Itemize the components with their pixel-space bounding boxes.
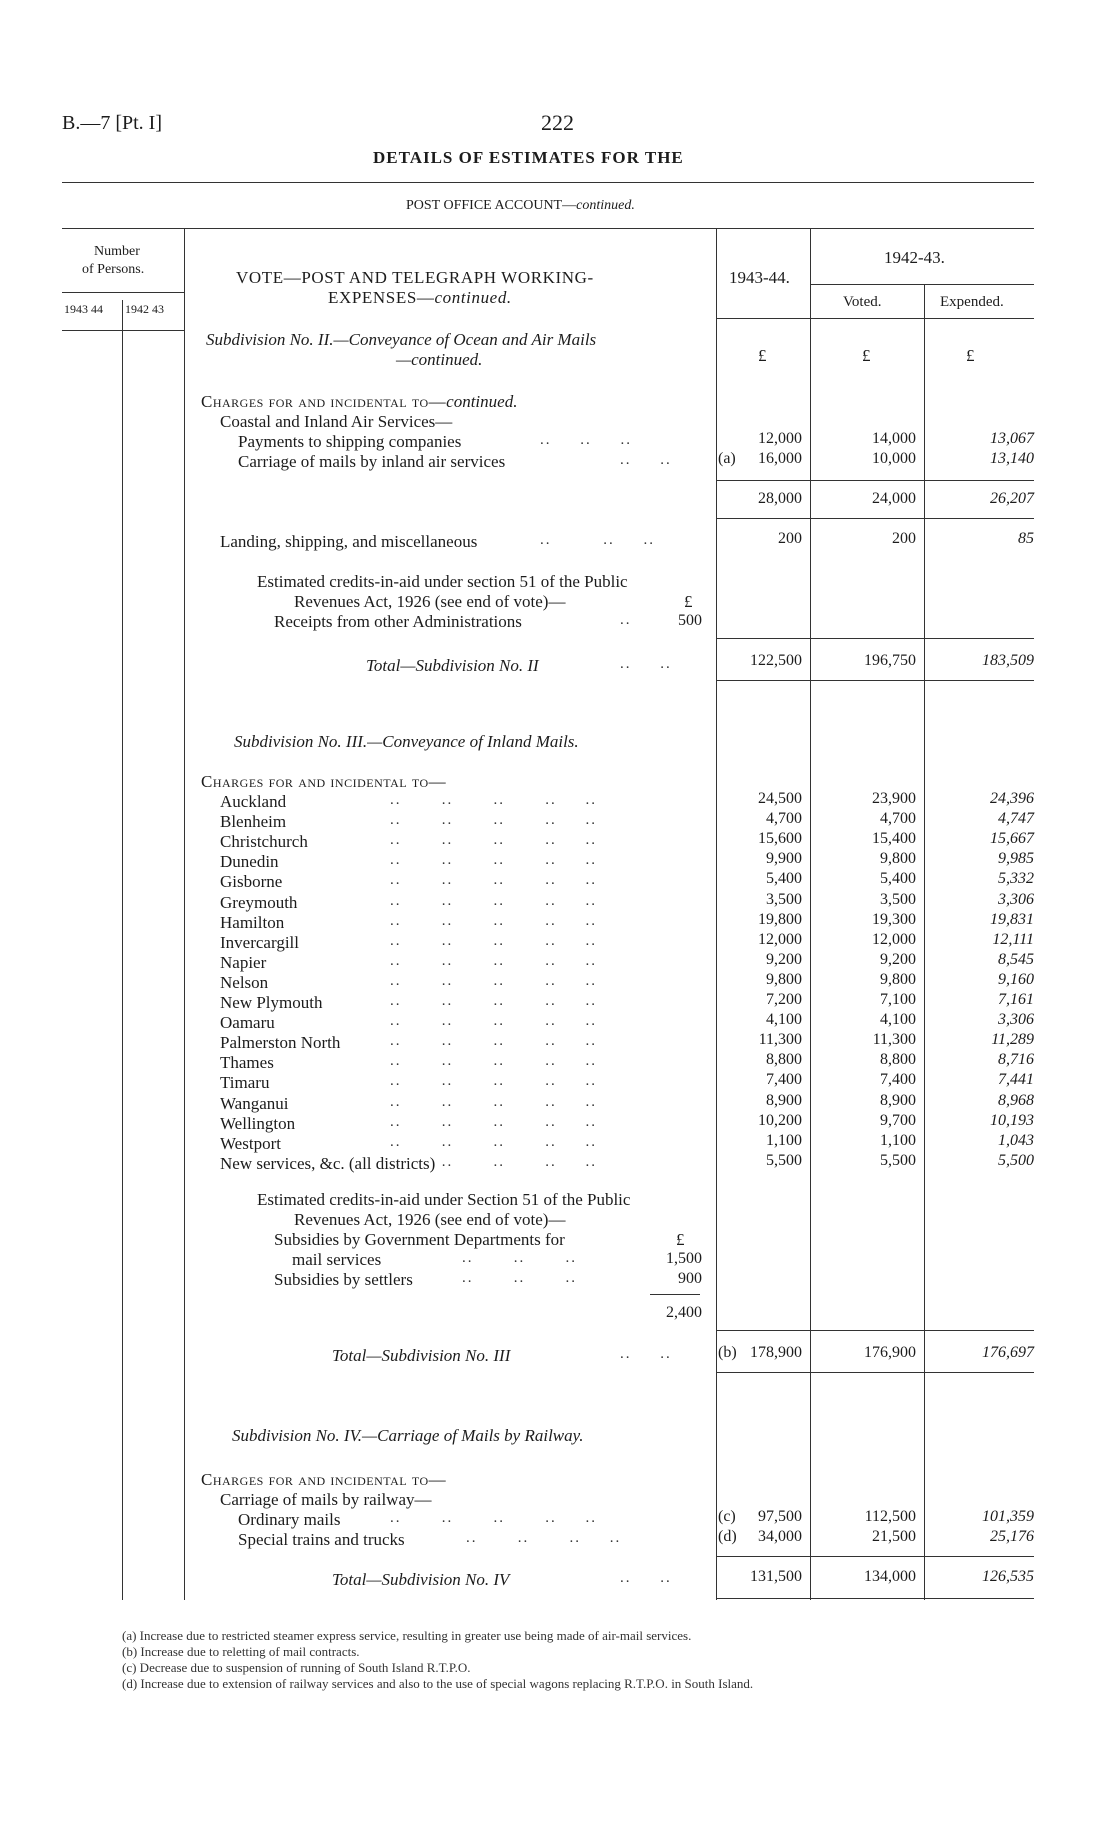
leader-dots: .. .. .. .. .. [390,1053,597,1069]
sub3-credits-item1a: Subsidies by Government Departments for [274,1230,565,1249]
sub4-total-voted: 134,000 [864,1568,916,1585]
col-voted-left [810,228,811,1600]
sub2-item-label: Carriage of mails by inland air services [238,452,506,471]
sub2-group: Coastal and Inland Air Services— [220,412,453,431]
sub3-item-label: Wanganui [220,1094,289,1113]
leader-dots: .. .. .. .. .. [390,1013,597,1029]
leader-dots: .. .. .. .. .. [390,872,597,888]
sub3-item-expended: 15,667 [990,830,1034,847]
sub3-item-label: Greymouth [220,893,298,912]
sub3-item-voted: 5,400 [880,870,916,887]
pound-expended: £ [966,346,975,365]
leader-dots: .. .. [620,656,672,672]
sub3-item-1943: 10,200 [758,1112,802,1129]
sub3-item-voted: 12,000 [872,931,916,948]
sub2-item-voted: 14,000 [872,430,916,447]
sub3-item-label: Hamilton [220,913,285,932]
sub2-credits-value: 500 [678,612,702,629]
sub4-group: Carriage of mails by railway— [220,1490,432,1509]
sub3-item-expended: 8,968 [998,1092,1034,1109]
sub3-item-expended: 4,747 [998,810,1034,827]
leader-dots: .. .. .. .. .. [390,812,597,828]
sub3-item-label: Invercargill [220,933,299,952]
sub3-item-label: Christchurch [220,832,308,851]
sub3-credits-pound: £ [676,1230,685,1249]
vote-title-2-cont: continued. [434,288,512,307]
sub4-item-label: Special trains and trucks [238,1530,405,1549]
leader-dots: .. .. .. [462,1250,577,1266]
leader-dots: .. .. .. [462,1270,577,1286]
sub3-item-1943: 7,200 [766,991,802,1008]
sub2-title-1: Subdivision No. II.—Conveyance of Ocean and Air Mails [206,330,597,349]
sub3-total-prefix: (b) [718,1344,737,1361]
sub2-credits-item: Receipts from other Administrations [274,612,522,631]
leader-dots: .. .. .. .. .. [390,1094,597,1110]
sub2-subtotal-rule-top [716,480,1034,481]
sub3-item-label: Dunedin [220,852,279,871]
sub3-item-label: Oamaru [220,1013,275,1032]
page-number: 222 [541,110,574,135]
vote-title-1: VOTE—POST AND TELEGRAPH WORKING- [236,268,594,287]
sub4-charges: Charges for and incidental to— [201,1470,447,1489]
sub2-subtotal-1943: 28,000 [758,490,802,507]
sub3-item-expended: 24,396 [990,790,1034,807]
pound-1943: £ [758,346,767,365]
sub4-total-rule-bottom [716,1598,1034,1599]
sub3-item-1943: 1,100 [766,1132,802,1149]
col-expended-left [924,284,925,1600]
sub3-item-expended: 9,985 [998,850,1034,867]
sub3-item-voted: 4,100 [880,1011,916,1028]
sub3-item-expended: 5,332 [998,870,1034,887]
sub3-item-expended: 7,441 [998,1071,1034,1088]
sub3-item-1943: 5,500 [766,1152,802,1169]
sub2-credits-2: Revenues Act, 1926 (see end of vote)— [294,592,566,611]
sub2-item-expended: 13,140 [990,450,1034,467]
page-title: DETAILS OF ESTIMATES FOR THE [373,148,684,167]
footnote-b: (b) Increase due to reletting of mail contracts. [122,1644,360,1659]
leader-dots: .. .. .. .. .. [390,1154,597,1170]
col-header-expended: Expended. [940,294,1004,310]
sub3-item-voted: 9,200 [880,951,916,968]
sub2-landing-voted: 200 [892,530,916,547]
subtitle-text: POST OFFICE ACCOUNT— [406,198,577,213]
sub4-item-label: Ordinary mails [238,1510,341,1529]
sub3-item-voted: 23,900 [872,790,916,807]
sub3-total-rule-bottom [716,1372,1034,1373]
sub3-total-label: Total—Subdivision No. III [332,1346,511,1365]
leader-dots: .. [620,612,632,628]
sub3-item-voted: 11,300 [872,1031,916,1048]
leader-dots: .. .. .. .. .. [390,1033,597,1049]
sub3-item-expended: 7,161 [998,991,1034,1008]
sub2-item-expended: 13,067 [990,430,1034,447]
leader-dots: .. .. .. .. .. [390,973,597,989]
leader-dots: .. .. .. .. .. [390,1510,597,1526]
sub3-item-voted: 9,800 [880,850,916,867]
persons-col-1942: 1942 43 [125,302,164,316]
sub3-item-1943: 4,100 [766,1011,802,1028]
sub2-total-1943: 122,500 [750,652,802,669]
leader-dots: .. .. .. .. .. [390,1073,597,1089]
sub4-item-expended: 25,176 [990,1528,1034,1545]
sub3-item-label: Thames [220,1053,274,1072]
sub2-charges [201,392,517,412]
sub3-item-1943: 7,400 [766,1071,802,1088]
sub4-item-prefix: (c) [718,1508,736,1525]
sub3-item-voted: 7,100 [880,991,916,1008]
sub4-item-prefix: (d) [718,1528,737,1545]
sub3-item-1943: 5,400 [766,870,802,887]
sub4-total-rule-top [716,1556,1034,1557]
sub3-item-1943: 9,800 [766,971,802,988]
document-reference: B.—7 [Pt. I] [62,112,162,134]
sub3-total-rule-top [716,1330,1034,1331]
sub2-item-voted: 10,000 [872,450,916,467]
col-header-1943: 1943-44. [729,268,790,287]
sub3-item-expended: 5,500 [998,1152,1034,1169]
sub4-total-1943: 131,500 [750,1568,802,1585]
leader-dots: .. .. .. .. .. [390,953,597,969]
leader-dots: .. .. .. .. .. [390,832,597,848]
persons-divider [184,228,185,1600]
leader-dots: .. .. .. .. [466,1530,622,1546]
sub3-item-expended: 1,043 [998,1132,1034,1149]
sub3-item-voted: 9,800 [880,971,916,988]
sub3-credits-item2: Subsidies by settlers [274,1270,413,1289]
sub4-item-voted: 112,500 [864,1508,916,1525]
leader-dots: .. .. .. .. .. [390,1134,597,1150]
leader-dots: .. .. [620,1570,672,1586]
sub4-total-label: Total—Subdivision No. IV [332,1570,510,1589]
sub3-item-expended: 19,831 [990,911,1034,928]
sub3-credits-item1b: mail services [292,1250,382,1269]
sub3-item-1943: 15,600 [758,830,802,847]
sub3-item-voted: 4,700 [880,810,916,827]
sub3-charges: Charges for and incidental to— [201,772,447,791]
sub2-credits-1: Estimated credits-in-aid under section 51 of the Public [257,572,628,591]
page-subtitle [406,198,635,214]
sub2-landing-1943: 200 [778,530,802,547]
leader-dots: .. .. .. [540,532,655,548]
sub3-item-1943: 19,800 [758,911,802,928]
sub3-item-voted: 3,500 [880,891,916,908]
leader-dots: .. .. .. [540,432,632,448]
sub3-item-label: Gisborne [220,872,283,891]
sub3-item-voted: 19,300 [872,911,916,928]
sub3-item-1943: 12,000 [758,931,802,948]
sub3-item-voted: 8,800 [880,1051,916,1068]
sub3-item-voted: 1,100 [880,1132,916,1149]
sub2-item-1943: 12,000 [758,430,802,447]
sub3-credits-rule [650,1294,700,1295]
footnote-c: (c) Decrease due to suspension of running of South Island R.T.P.O. [122,1660,471,1675]
header-rule [62,182,1034,183]
sub2-total-label: Total—Subdivision No. II [366,656,539,675]
persons-label-1: Number [94,244,140,259]
sub2-subtotal-voted: 24,000 [872,490,916,507]
sub3-item-expended: 9,160 [998,971,1034,988]
sub3-item-expended: 3,306 [998,1011,1034,1028]
col-header-voted: Voted. [843,294,882,310]
footnote-a: (a) Increase due to restricted steamer express service, resulting in greater use being made of air-mail services. [122,1628,692,1643]
sub3-item-1943: 3,500 [766,891,802,908]
sub3-item-label: Palmerston North [220,1033,341,1052]
sub3-item-expended: 10,193 [990,1112,1034,1129]
sub2-total-voted: 196,750 [864,652,916,669]
sub3-item-expended: 11,289 [991,1031,1034,1048]
sub3-item-1943: 8,900 [766,1092,802,1109]
sub3-item-label: Auckland [220,792,287,811]
sub3-item-voted: 8,900 [880,1092,916,1109]
leader-dots: .. .. .. .. .. [390,792,597,808]
sub2-charges-text: Charges for and incidental to— [201,392,447,411]
sub2-item-1943: 16,000 [758,450,802,467]
sub3-item-label: New services, &c. (all districts) [220,1154,436,1173]
sub4-title: Subdivision No. IV.—Carriage of Mails by Railway. [232,1426,584,1445]
sub3-item-expended: 8,545 [998,951,1034,968]
sub3-item-1943: 24,500 [758,790,802,807]
leader-dots: .. .. .. .. .. [390,852,597,868]
sub4-total-expended: 126,535 [982,1568,1034,1585]
sub4-item-1943: 97,500 [758,1508,802,1525]
sub3-total-expended: 176,697 [982,1344,1034,1361]
sub3-title: Subdivision No. III.—Conveyance of Inland Mails. [234,732,579,751]
sub2-subtotal-expended: 26,207 [990,490,1034,507]
persons-mid-divider [122,300,123,1600]
sub2-total-expended: 183,509 [982,652,1034,669]
sub3-total-1943: 178,900 [750,1344,802,1361]
sub3-item-expended: 12,111 [992,931,1034,948]
persons-header-rule-2 [62,330,184,331]
sub3-credits-2: Revenues Act, 1926 (see end of vote)— [294,1210,566,1229]
sub2-credits-pound: £ [684,592,693,611]
sub2-title-2: —continued. [396,350,483,369]
sub3-item-label: Timaru [220,1073,270,1092]
sub3-item-label: New Plymouth [220,993,323,1012]
sub3-credits-item2-value: 900 [678,1270,702,1287]
sub3-item-1943: 8,800 [766,1051,802,1068]
sub3-item-label: Nelson [220,973,269,992]
sub2-landing-expended: 85 [1018,530,1034,547]
subtitle-cont: continued. [576,198,635,213]
sub3-item-voted: 9,700 [880,1112,916,1129]
sub3-item-expended: 3,306 [998,891,1034,908]
leader-dots: .. .. .. .. .. [390,913,597,929]
footnote-d: (d) Increase due to extension of railway services and also to the use of special wagons replacing R.T.P.O. in South Island. [122,1676,754,1691]
sub2-total-rule-bottom [716,680,1034,681]
sub3-credits-1: Estimated credits-in-aid under Section 51 of the Public [257,1190,631,1209]
sub3-item-expended: 8,716 [998,1051,1034,1068]
sub2-subtotal-rule-bottom [716,518,1034,519]
col-1943-left [716,228,717,1600]
sub2-item-prefix: (a) [718,450,736,467]
sub3-item-1943: 11,300 [758,1031,802,1048]
leader-dots: .. .. .. .. .. [390,893,597,909]
sub3-item-voted: 7,400 [880,1071,916,1088]
sub3-credits-item1-value: 1,500 [666,1250,702,1267]
persons-header-rule [62,292,184,293]
vote-title-2-text: EXPENSES— [328,288,435,307]
sub2-landing-label: Landing, shipping, and miscellaneous [220,532,478,551]
sub3-item-label: Westport [220,1134,281,1153]
sub3-item-1943: 9,900 [766,850,802,867]
leader-dots: .. .. [620,452,672,468]
sub3-credits-total: 2,400 [666,1304,702,1321]
vote-title-2 [328,288,512,308]
sub3-item-voted: 5,500 [880,1152,916,1169]
sub4-item-expended: 101,359 [982,1508,1034,1525]
leader-dots: .. .. .. .. .. [390,1114,597,1130]
columns-header-rule [716,318,1034,319]
pound-voted: £ [862,346,871,365]
sub3-item-label: Blenheim [220,812,287,831]
persons-col-1943: 1943 44 [64,302,103,316]
sub4-item-1943: 34,000 [758,1528,802,1545]
sub2-total-rule-top [716,638,1034,639]
leader-dots: .. .. .. .. .. [390,933,597,949]
leader-dots: .. .. .. .. .. [390,993,597,1009]
sub3-total-voted: 176,900 [864,1344,916,1361]
sub2-item-label: Payments to shipping companies [238,432,462,451]
sub3-item-voted: 15,400 [872,830,916,847]
sub4-item-voted: 21,500 [872,1528,916,1545]
table-top-rule [62,228,1034,229]
columns-subheader-rule [810,284,1034,285]
sub3-item-1943: 4,700 [766,810,802,827]
persons-label-2: of Persons. [82,262,145,277]
col-header-1942: 1942-43. [884,248,945,267]
sub3-item-label: Napier [220,953,267,972]
sub3-item-1943: 9,200 [766,951,802,968]
sub3-item-label: Wellington [220,1114,296,1133]
leader-dots: .. .. [620,1346,672,1362]
sub2-charges-cont: continued. [446,392,518,411]
